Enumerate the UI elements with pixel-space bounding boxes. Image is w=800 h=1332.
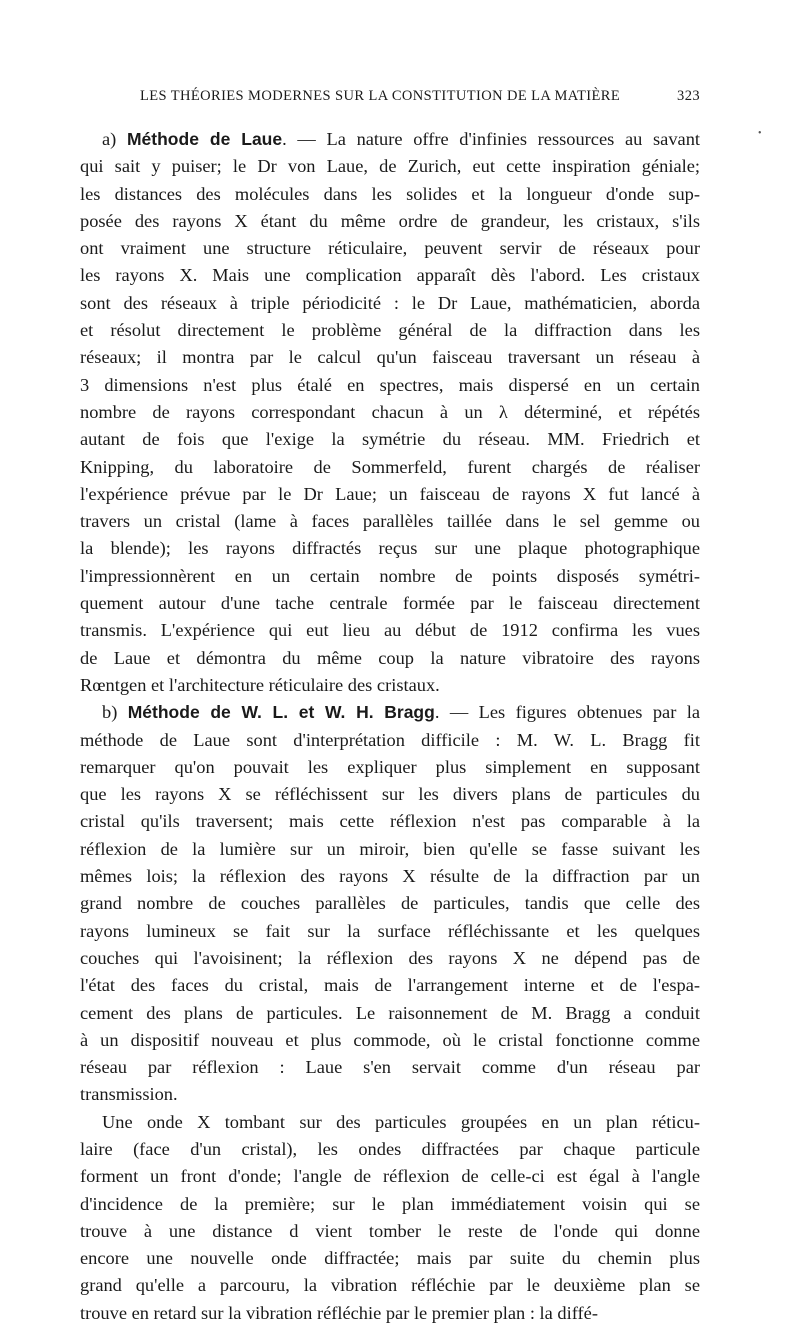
text-line: l'état des faces du cristal, mais de l'arrangement interne et de l'espa- bbox=[80, 975, 700, 996]
text-line: nombre de rayons correspondant chacun à un λ déterminé, et répétés bbox=[80, 401, 700, 422]
section-lead-text: . — La nature offre d'infinies ressources au savant bbox=[282, 129, 700, 149]
text-line: Rœntgen et l'architecture réticulaire des cristaux. bbox=[80, 674, 440, 695]
text-line: remarquer qu'on pouvait les expliquer plus simplement en supposant bbox=[80, 756, 700, 777]
text-line: posée des rayons X étant du même ordre de grandeur, les cristaux, s'ils bbox=[80, 210, 700, 231]
text-line: laire (face d'un cristal), les ondes diffractées par chaque particule bbox=[80, 1138, 700, 1159]
text-line: l'impressionnèrent en un certain nombre de points disposés symétri- bbox=[80, 565, 700, 586]
text-line: sont des réseaux à triple périodicité : le Dr Laue, mathématicien, aborda bbox=[80, 292, 700, 313]
text-line: réseaux; il montra par le calcul qu'un faisceau traversant un réseau à bbox=[80, 347, 700, 368]
text-line: transmission. bbox=[80, 1084, 178, 1105]
section-marker: a) bbox=[102, 129, 127, 149]
text-line: réflexion de la lumière sur un miroir, bien qu'elle se fasse suivant les bbox=[80, 838, 700, 859]
body-text bbox=[80, 126, 700, 1327]
text-line: les distances des molécules dans les solides et la longueur d'onde sup- bbox=[80, 183, 700, 204]
text-line: que les rayons X se réfléchissent sur les divers plans de particules du bbox=[80, 784, 700, 805]
text-line: forment un front d'onde; l'angle de réflexion de celle-ci est égal à l'angle bbox=[80, 1166, 700, 1187]
text-line: l'expérience prévue par le Dr Laue; un faisceau de rayons X fut lancé à bbox=[80, 483, 700, 504]
text-line: grand qu'elle a parcouru, la vibration réfléchie par le deuxième plan se bbox=[80, 1275, 700, 1296]
text-line: qui sait y puiser; le Dr von Laue, de Zurich, eut cette inspiration géniale; bbox=[80, 156, 700, 177]
text-line: rayons lumineux se fait sur la surface réfléchissante et les quelques bbox=[80, 920, 700, 941]
section-heading: Méthode de W. L. et W. H. Bragg bbox=[127, 702, 435, 723]
text-line: couches qui l'avoisinent; la réflexion des rayons X ne dépend pas de bbox=[80, 947, 700, 968]
text-line: autant de fois que l'exige la symétrie du réseau. MM. Friedrich et bbox=[80, 429, 700, 450]
text-line: cement des plans de particules. Le raisonnement de M. Bragg a conduit bbox=[80, 1002, 700, 1023]
running-header bbox=[140, 88, 700, 110]
page-number: 323 bbox=[677, 88, 700, 104]
text-line: réseau par réflexion : Laue s'en servait comme d'un réseau par bbox=[80, 1057, 700, 1078]
section-lead-text: . — Les figures obtenues par la bbox=[434, 702, 700, 723]
text-line: trouve en retard sur la vibration réfléchie par le premier plan : la diffé- bbox=[80, 1302, 598, 1323]
text-line: de Laue et démontra du même coup la nature vibratoire des rayons bbox=[80, 647, 700, 668]
paragraph-bragg bbox=[80, 699, 700, 1108]
text-line: encore une nouvelle onde diffractée; mais par suite du chemin plus bbox=[80, 1248, 700, 1269]
text-line: transmis. L'expérience qui eut lieu au début de 1912 confirma les vues bbox=[80, 620, 700, 641]
text-line: quement autour d'une tache centrale formée par le faisceau directement bbox=[80, 593, 700, 614]
paragraph-laue bbox=[80, 126, 700, 699]
section-marker: b) bbox=[102, 702, 128, 723]
text-line: cristal qu'ils traversent; mais cette réflexion n'est pas comparable à la bbox=[80, 811, 700, 832]
text-line: mêmes lois; la réflexion des rayons X résulte de la diffraction par un bbox=[80, 866, 700, 887]
text-line: les rayons X. Mais une complication apparaît dès l'abord. Les cristaux bbox=[80, 265, 700, 286]
text-line: et résolut directement le problème général de la diffraction dans les bbox=[80, 320, 700, 341]
running-header-title: LES THÉORIES MODERNES SUR LA CONSTITUTION DE LA MATIÈRE bbox=[140, 88, 621, 104]
paragraph-onde bbox=[80, 1109, 700, 1327]
text-line: grand nombre de couches parallèles de particules, tandis que celle des bbox=[80, 893, 700, 914]
text-line: d'incidence de la première; sur le plan immédiatement voisin qui se bbox=[80, 1193, 700, 1214]
text-line: travers un cristal (lame à faces parallèles taillée dans le sel gemme ou bbox=[80, 511, 700, 532]
text-line: Une onde X tombant sur des particules groupées en un plan réticu- bbox=[102, 1111, 700, 1132]
margin-speck: • bbox=[758, 128, 762, 139]
text-line: trouve à une distance d vient tomber le reste de l'onde qui donne bbox=[80, 1220, 700, 1241]
text-line bbox=[80, 126, 700, 153]
text-line: méthode de Laue sont d'interprétation difficile : M. W. L. Bragg fit bbox=[80, 729, 700, 750]
text-line: Knipping, du laboratoire de Sommerfeld, furent chargés de réaliser bbox=[80, 456, 700, 477]
text-line: ont vraiment une structure réticulaire, peuvent servir de réseaux pour bbox=[80, 238, 700, 259]
text-line: la blende); les rayons diffractés reçus sur une plaque photographique bbox=[80, 538, 700, 559]
section-heading: Méthode de Laue bbox=[126, 129, 283, 149]
text-line: 3 dimensions n'est plus étalé en spectres, mais dispersé en un certain bbox=[80, 374, 700, 395]
text-line: à un dispositif nouveau et plus commode, où le cristal fonctionne comme bbox=[80, 1029, 700, 1050]
text-line bbox=[80, 699, 700, 726]
